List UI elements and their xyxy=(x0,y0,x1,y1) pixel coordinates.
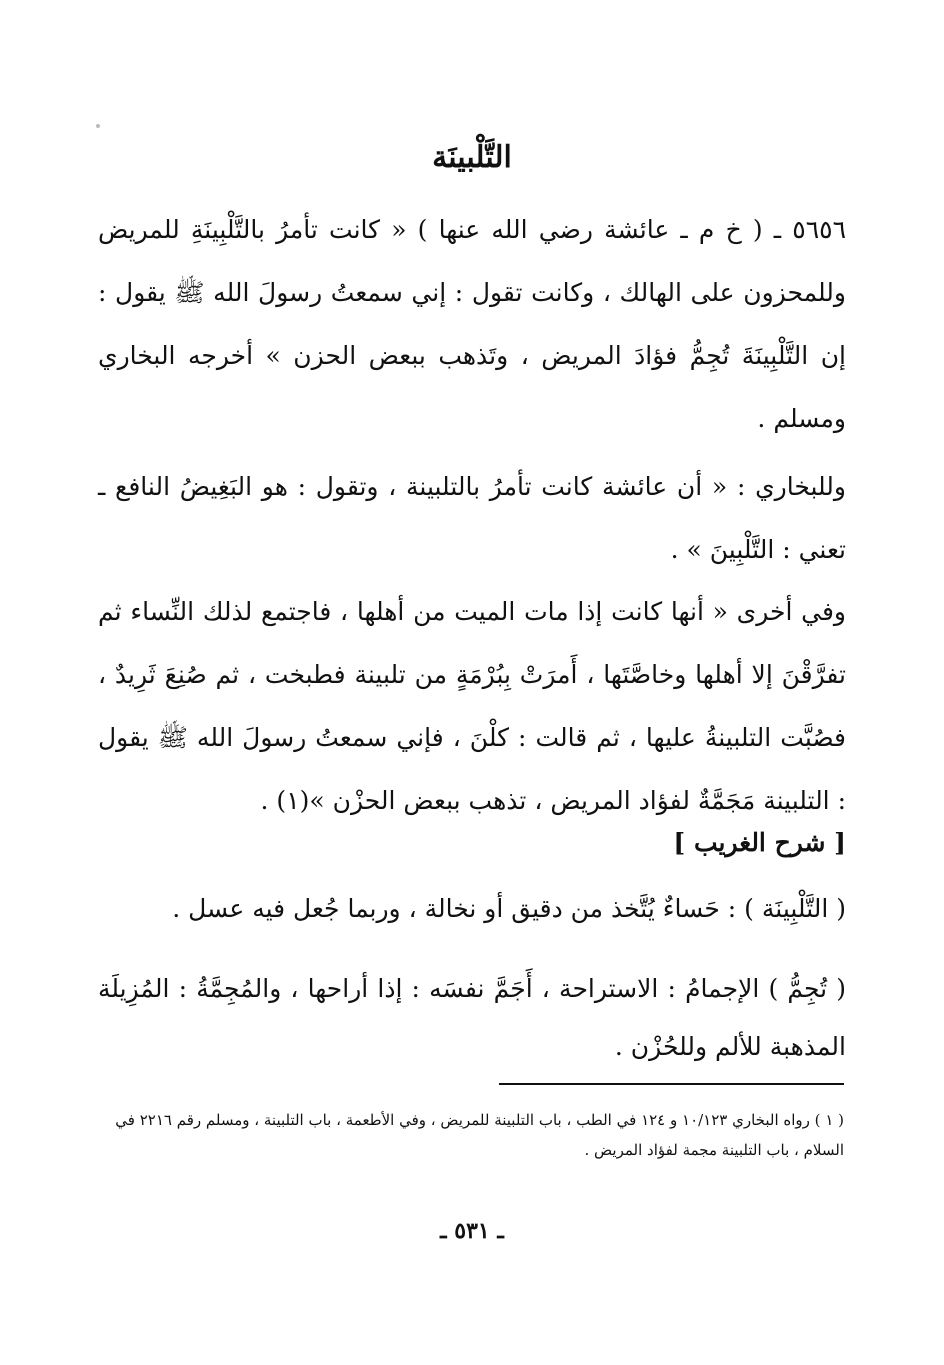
page-speck xyxy=(96,124,100,128)
page-number: ـ ٥٣١ ـ xyxy=(440,1218,504,1244)
section-heading: [ شرح الغريب ] xyxy=(673,828,846,857)
hadith-paragraph-3: وفي أخرى « أنها كانت إذا مات الميت من أهلها ، فاجتمع لذلك النِّساء ثم تفرَّقْنَ إلا أهلها وخاصَّتَها ، أَمرَتْ بِبُرْمَةٍ من تلبينة فطبخت ، ثم صُنِعَ ثَرِيدٌ ، فصُبَّت التلبينةُ عليها ، ثم قالت : كلْنَ ، فإني سمعتُ رسولَ الله ﷺ يقول : التلبينة مَجَمَّةٌ لفؤاد المريض ، تذهب ببعض الحزْن »(١) . xyxy=(98,597,846,815)
chapter-title: التَّلْبينَة xyxy=(432,140,512,175)
gloss-entry-2: ( تُجِمُّ ) الإجمامُ : الاستراحة ، أَجَمَّ نفسَه : إذا أراحها ، والمُجِمَّةُ : المُزِيلَة المذهبة للألم وللحُزْن . xyxy=(98,974,846,1061)
gloss-entry-1: ( التَّلْبِينَة ) : حَساءٌ يُتَّخذ من دقيق أو نخالة ، وربما جُعل فيه عسل . xyxy=(172,894,846,923)
hadith-paragraph-2: وللبخاري : « أن عائشة كانت تأمرُ بالتلبينة ، وتقول : هو البَغِيضُ النافع ـ تعني : التَّلْبِينَ » . xyxy=(98,472,846,564)
hadith-paragraph-1: ٥٦٥٦ ـ ( خ م ـ عائشة رضي الله عنها ) « كانت تأمرُ بالتَّلْبِينَةِ للمريض وللمحزون على الهالك ، وكانت تقول : إني سمعتُ رسولَ الله ﷺ يقول : إن التَّلْبِينَةَ تُجِمُّ فؤادَ المريض ، وتَذهب ببعض الحزن » أخرجه البخاري ومسلم . xyxy=(98,215,846,433)
footnote-divider xyxy=(499,1083,844,1085)
footnote: ( ١ ) رواه البخاري ١٠/١٢٣ و ١٢٤ في الطب ، باب التلبينة للمريض ، وفي الأطعمة ، باب التلبينة ، ومسلم رقم ٢٢١٦ في السلام ، باب التلبينة مجمة لفؤاد المريض . xyxy=(115,1111,844,1159)
